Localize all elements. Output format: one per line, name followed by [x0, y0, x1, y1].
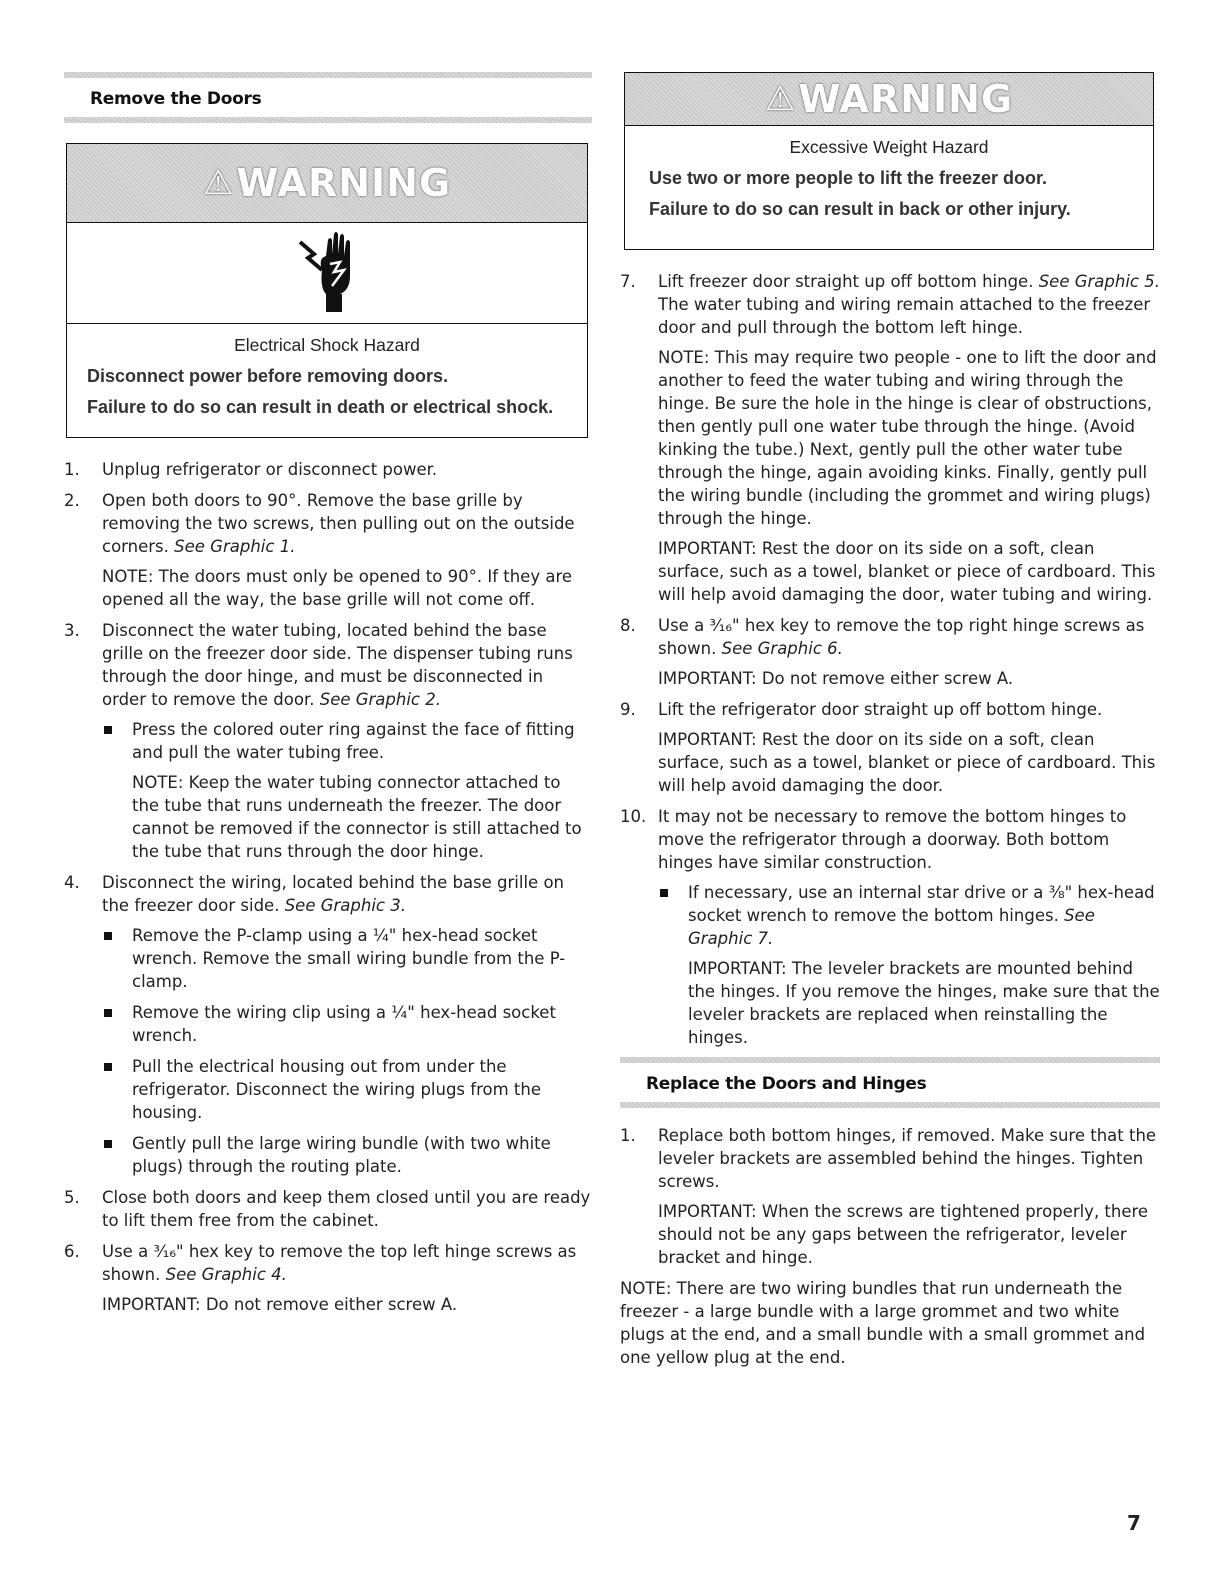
replace-steps-list — [620, 1124, 1160, 1269]
warning-banner — [625, 73, 1153, 126]
warning-label: WARNING — [236, 160, 452, 205]
weight-warning-box — [624, 72, 1154, 250]
replace-step-1: 1. Replace both bottom hinges, if removed. Make sure that the leveler brackets are assembled behind the hinges. Tighten screws. IMPORTANT: When the screws are tightened properly, there should not be any gaps between the refrigerator, leveler bracket and hinge. — [620, 1126, 1157, 1267]
remove-steps-list-continued — [620, 270, 1160, 1049]
section-header-replace-doors — [620, 1057, 1160, 1108]
step-1: 1. Unplug refrigerator or disconnect power. — [64, 460, 438, 479]
right-column — [620, 72, 1160, 1376]
step-5: 5. Close both doors and keep them closed until you are ready to lift them free from the cabinet. — [64, 1188, 591, 1230]
remove-steps-list — [64, 458, 592, 1316]
warning-body — [625, 126, 1153, 249]
graphic-ref: See Graphic 4. — [165, 1265, 287, 1284]
warning-line-1: Use two or more people to lift the freezer door. — [649, 168, 1048, 188]
warning-title: Excessive Weight Hazard — [789, 137, 989, 157]
electrical-warning-box — [66, 143, 588, 438]
step-2: 2. Open both doors to 90°. Remove the base grille by removing the two screws, then pulling out on the outside corners. See Graphic 1. NOTE: The doors must only be opened to 90°. If they are opened all the way, the base grille will not come off. — [64, 491, 575, 609]
page-number: 7 — [1127, 1511, 1141, 1535]
graphic-ref: See Graphic 6. — [721, 639, 843, 658]
graphic-ref: See Graphic 1. — [174, 537, 296, 556]
warning-banner — [67, 144, 587, 223]
warning-triangle-icon: ⚠ — [202, 162, 235, 203]
bullet-item: Gently pull the large wiring bundle (with two white plugs) through the routing plate. — [102, 1132, 592, 1178]
warning-triangle-icon: ⚠ — [764, 78, 797, 119]
graphic-ref: See Graphic 5. — [1038, 272, 1160, 291]
step-7: 7. Lift freezer door straight up off bottom hinge. See Graphic 5. The water tubing and wiring remain attached to the freezer door and pull through the bottom left hinge. NOTE: This may require two people - one to lift the door and another to feed the water tubing and wiring through the hinge. Be sure the hole in the hinge is clear of obstructions, then gently pull one water tube through the hinge. (Avoid kinking the tube.) Next, gently pull the other water tube through the hinge, again avoiding kinks. Finally, gently pull the wiring bundle (including the grommet and wiring plugs) through the hinge. IMPORTANT: Rest the door on its side on a soft, clean surface, such as a towel, blanket or piece of cardboard. This will help avoid damaging the door, water tubing and wiring. — [620, 272, 1160, 604]
bullet-item: Press the colored outer ring against the face of fitting and pull the water tubing free. NOTE: Keep the water tubing connector attached to the tube that runs underneath the freezer. The door cannot be removed if the connector is still attached to the tube that runs through the door hinge. — [102, 718, 592, 863]
warning-line-2: Failure to do so can result in death or electrical shock. — [87, 397, 554, 417]
step-6: 6. Use a ³⁄₁₆" hex key to remove the top left hinge screws as shown. See Graphic 4. IMPORTANT: Do not remove either screw A. — [64, 1242, 577, 1314]
graphic-ref: See Graphic 3. — [284, 896, 406, 915]
warning-title: Electrical Shock Hazard — [234, 335, 420, 355]
graphic-ref: See Graphic 7. — [688, 906, 1095, 948]
bullet-item: Remove the wiring clip using a ¼" hex-head socket wrench. — [102, 1001, 592, 1047]
section-title: Remove the Doors — [90, 89, 262, 109]
graphic-ref: See Graphic 2. — [319, 690, 441, 709]
shock-icon-area — [67, 223, 587, 324]
bullet-item: If necessary, use an internal star drive or a ⅜" hex-head socket wrench to remove the bottom hinges. See Graphic 7. IMPORTANT: The leveler brackets are mounted behind the hinges. If you remove the hinges, make sure that the leveler brackets are replaced when reinstalling the hinges. — [658, 881, 1160, 1049]
bullet-item: Pull the electrical housing out from under the refrigerator. Disconnect the wiring plugs from the housing. — [102, 1055, 592, 1124]
step-3: 3. Disconnect the water tubing, located behind the base grille on the freezer door side. The dispenser tubing runs through the door hinge, and must be disconnected in order to remove the door. See Graphic 2. Press the colored outer ring against the face of fitting and pull the water tubing free. NOTE: Keep the water tubing connector attached to the tube that runs underneath the freezer. The door cannot be removed if the connector is still attached to the tube that runs through the door hinge. — [64, 619, 592, 863]
step-8: 8. Use a ³⁄₁₆" hex key to remove the top right hinge screws as shown. See Graphic 6. IMPORTANT: Do not remove either screw A. — [620, 616, 1145, 688]
section-header-remove-doors — [64, 72, 592, 123]
final-note: NOTE: There are two wiring bundles that run underneath the freezer - a large bundle with a large grommet and two white plugs at the end, and a small bundle with a small grommet and one yellow plug at the end. — [620, 1279, 1146, 1367]
step-4: 4. Disconnect the wiring, located behind the base grille on the freezer door side. See Graphic 3. Remove the P-clamp using a ¼" hex-head socket wrench. Remove the small wiring bundle from the P-clamp. Remove the wiring clip using a ¼" hex-head socket wrench. Pull the electrical housing out from under the refrigerator. Disconnect the wiring plugs from the housing. Gently pull the large wiring bundle (with two white plugs) through the routing plate. — [64, 871, 592, 1178]
warning-body — [67, 324, 587, 437]
electrical-shock-hand-icon — [292, 228, 362, 318]
warning-line-2: Failure to do so can result in back or other injury. — [649, 199, 1071, 219]
left-column — [64, 72, 592, 1324]
section-title: Replace the Doors and Hinges — [646, 1074, 927, 1094]
step-10: 10. It may not be necessary to remove the bottom hinges to move the refrigerator through a doorway. Both bottom hinges have similar construction. If necessary, use an internal star drive or a ⅜" hex-head socket wrench to remove the bottom hinges. See Graphic 7. IMPORTANT: The leveler brackets are mounted behind the hinges. If you remove the hinges, make sure that the leveler brackets are replaced when reinstalling the hinges. — [620, 807, 1160, 1047]
warning-line-1: Disconnect power before removing doors. — [87, 366, 449, 386]
warning-label: WARNING — [798, 76, 1014, 121]
step-9: 9. Lift the refrigerator door straight up off bottom hinge. IMPORTANT: Rest the door on its side on a soft, clean surface, such as a towel, blanket or piece of cardboard. This will help avoid damaging the door. — [620, 700, 1156, 795]
bullet-item: Remove the P-clamp using a ¼" hex-head socket wrench. Remove the small wiring bundle from the P-clamp. — [102, 924, 592, 993]
